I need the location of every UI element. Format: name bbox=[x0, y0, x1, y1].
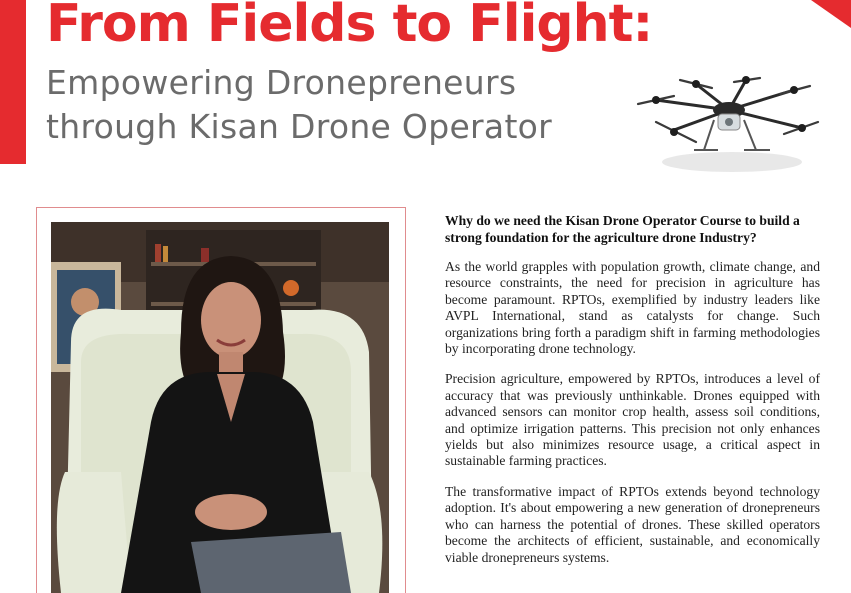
page-title: From Fields to Flight: bbox=[46, 0, 653, 54]
drone-image bbox=[634, 70, 820, 180]
page-subtitle-line-1: Empowering Dronepreneurs bbox=[46, 63, 517, 102]
article-body bbox=[445, 212, 820, 580]
article-paragraph: As the world grapples with population growth, climate change, and resource constraints, the need for precision in agriculture has become paramount. RPTOs, exemplified by industry leaders like AVPL International, stand as catalysts for change. Such organizations bring forth a paradigm shift in farming methodologies by incorporating drone technology. bbox=[445, 259, 820, 357]
page-subtitle-line-2: through Kisan Drone Operator bbox=[46, 107, 553, 146]
corner-accent bbox=[811, 0, 851, 28]
article-paragraph: Precision agriculture, empowered by RPTOs, introduces a level of accuracy that was previously unthinkable. Drones equipped with advanced sensors can monitor crop health, assess soil conditions, and optimize irrigation patterns. This precision not only enhances yields but also minimizes resource usage, a critical aspect in sustainable farming practices. bbox=[445, 371, 820, 469]
accent-bar bbox=[0, 0, 26, 164]
portrait-photo bbox=[51, 222, 389, 593]
article-question: Why do we need the Kisan Drone Operator Course to build a strong foundation for the agriculture drone Industry? bbox=[445, 213, 800, 245]
article-paragraph: The transformative impact of RPTOs extends beyond technology adoption. It's about empowering a new generation of dronepreneurs who can harness the potential of drones. These skilled operators become the architects of efficient, sustainable, and economically viable dronepreneurs systems. bbox=[445, 483, 820, 565]
